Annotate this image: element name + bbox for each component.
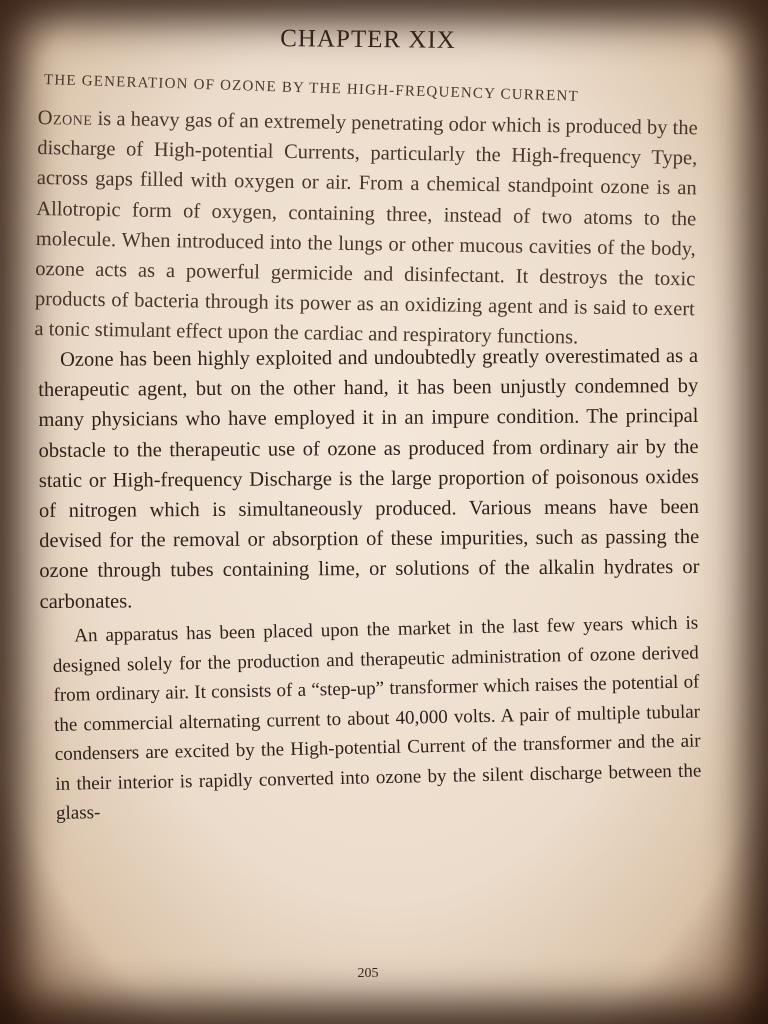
- paragraph-1-lead-word: Ozone: [37, 106, 93, 130]
- paragraph-1: [34, 103, 698, 355]
- page-number: 205: [357, 966, 379, 981]
- page-body: [34, 103, 702, 829]
- chapter-heading: CHAPTER XIX: [280, 25, 456, 54]
- paragraph-1-text: is a heavy gas of an extremely penetrating odor which is produced by the discharge of High-potential Currents, particularly the High-frequency Type, across gaps filled with oxygen or air. From a chemical standpoint ozone is an Allotropic form of oxygen, containing three, instead of two atoms to the molecule. When introduced into the lungs or other mucous cavities of the body, ozone acts as a powerful germicide and disinfectant. It destroys the toxic products of bacteria through its power as an oxidizing agent and is said to exert a tonic stimulant effect upon the cardiac and respiratory functions.: [34, 107, 698, 349]
- paragraph-3: An apparatus has been placed upon the market in the last few years which is designed solely for the production and therapeutic administration of ozone derived from ordinary air. It consists of a “step-up” transformer which raises the potential of the commercial alternating current to about 40,000 volts. A pair of multiple tubular condensers are excited by the High-potential Current of the transformer and the air in their interior is rapidly converted into ozone by the silent discharge between the glass-: [52, 612, 702, 825]
- paragraph-2: Ozone has been highly exploited and undoubtedly greatly overestimated as a therapeutic agent, but on the other hand, it has been unjustly condemned by many physicians who have employed it in an impure condition. The principal obstacle to the therapeutic use of ozone as produced from ordinary air by the static or High-frequency Discharge is the large proportion of poisonous oxides of nitrogen which is simultaneously produced. Various means have been devised for the removal or absorption of these impurities, such as passing the ozone through tubes containing lime, or solutions of the alkalin hydrates or carbonates.: [38, 344, 700, 613]
- chapter-title: THE GENERATION OF OZONE BY THE HIGH-FREQUENCY CURRENT: [43, 72, 580, 105]
- book-page: [34, 20, 702, 995]
